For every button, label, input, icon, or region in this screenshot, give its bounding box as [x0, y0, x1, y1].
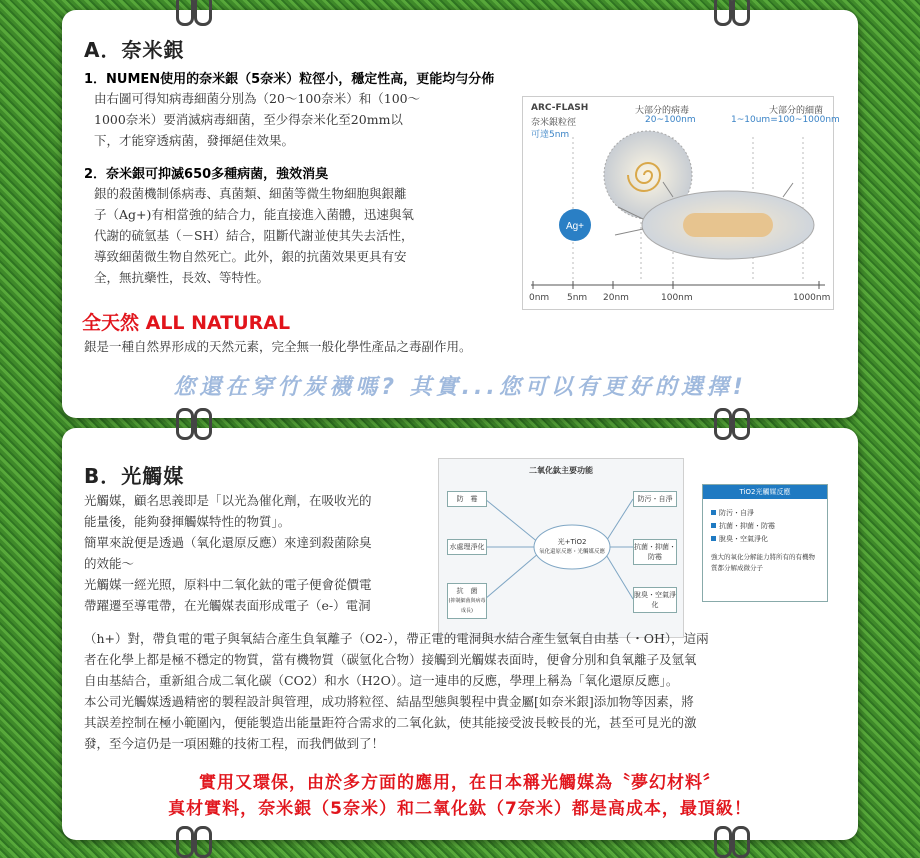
panel-note: 強大的氧化分解能力將所有的有機物質都分解成微分子 — [711, 553, 815, 572]
function-box: 抗 菌 (抑制細菌與病毒成長) — [447, 583, 487, 619]
binder-ring-icon — [176, 826, 194, 858]
scale-tick-label: 5nm — [567, 293, 588, 303]
binder-ring-icon — [176, 408, 194, 440]
slogan-banner: 您還在穿竹炭襪嗎? 其實...您可以有更好的選擇! — [173, 375, 747, 400]
binder-ring-icon — [194, 826, 212, 858]
diagram-title: 二氧化鈦主要功能 — [529, 466, 593, 475]
function-box: 防污・自淨 — [633, 491, 677, 507]
highlight-line: 真材實料，奈米銀（5奈米）和二氧化鈦（7奈米）都是高成本，最頂級！ — [168, 799, 752, 819]
binder-ring-icon — [714, 826, 732, 858]
binder-ring-icon — [176, 0, 194, 26]
binder-ring-icon — [732, 408, 750, 440]
binder-ring-icon — [194, 0, 212, 26]
section-title: A．奈米銀 — [84, 38, 185, 62]
section-card-photocatalyst — [62, 428, 858, 840]
point-heading: 2．奈米銀可抑滅650多種病菌，強效消臭 — [84, 167, 329, 182]
panel-item: 脫臭・空氣淨化 — [703, 533, 827, 546]
point-heading: 1．NUMEN使用的奈米銀（5奈米）粒徑小，穩定性高，更能均勻分佈 — [84, 72, 495, 87]
point-paragraph: 銀的殺菌機制係病毒、真菌類、細菌等微生物細胞與銀離 子（Ag+)有相當強的結合力，能直接進入菌體，迅速與氧 代謝的硫氫基（－SH）結合，阻斷代謝並使其失去活性， 導致細菌微生物自然死亡。此外，銀的抗菌效果更具有安 全，無抗藥性，長效、等特性。 — [94, 186, 414, 285]
panel-item: 抗菌・抑菌・防霉 — [703, 520, 827, 533]
panel-title: TiO2光觸媒反應 — [703, 485, 827, 499]
microbe-illustration-icon — [523, 97, 833, 309]
function-box: 脫臭・空氣淨化 — [633, 587, 677, 613]
function-box: 水處理淨化 — [447, 539, 487, 555]
scale-tick-label: 20nm — [603, 293, 629, 303]
function-box: 抗菌・抑菌・防霉 — [633, 539, 677, 565]
diagram-label: 可達5nm — [531, 130, 570, 140]
tio2-reaction-panel — [702, 484, 828, 602]
intro-paragraph: 光觸媒，顧名思義即是「以光為催化劑，在吸收光的 能量後，能夠發揮觸媒特性的物質」。 簡單來說便是透過（氧化還原反應）來達到殺菌除臭 的效能～ 光觸媒一經光照，原料中二氧化鈦的電子便會從價電 帶躍遷至導電帶，在光觸媒表面形成電子（e-）電洞 — [84, 493, 372, 613]
diagram-label: 20~100nm — [645, 115, 696, 125]
diagram-label: 奈米銀粒徑 — [531, 118, 577, 128]
binder-ring-icon — [732, 0, 750, 26]
section-title: B．光觸媒 — [84, 464, 185, 488]
svg-text:Ag+: Ag+ — [565, 221, 585, 232]
function-box: 防 霉 — [447, 491, 487, 507]
tio2-function-diagram — [438, 458, 684, 638]
binder-ring-icon — [714, 408, 732, 440]
panel-item: 防污・自淨 — [703, 507, 827, 520]
binder-ring-icon — [194, 408, 212, 440]
all-natural-text: 銀是一種自然界形成的天然元素，完全無一般化學性產品之毒副作用。 — [84, 339, 472, 354]
binder-ring-icon — [714, 0, 732, 26]
highlight-line: 實用又環保，由於多方面的應用，在日本稱光觸媒為〝夢幻材料〞 — [199, 773, 721, 793]
scale-tick-label: 0nm — [529, 293, 550, 303]
diagram-label: 1~10um=100~1000nm — [731, 115, 840, 125]
scale-tick-label: 100nm — [661, 293, 693, 303]
diagram-label: 大部分的細菌 — [769, 106, 824, 116]
all-natural-title: 全天然 ALL NATURAL — [82, 312, 291, 334]
diagram-label: 大部分的病毒 — [635, 106, 690, 116]
binder-ring-icon — [732, 826, 750, 858]
diagram-label: ARC-FLASH — [531, 103, 589, 113]
section-card-nano-silver — [62, 10, 858, 418]
body-paragraph: （h+）對，帶負電的電子與氧結合產生負氧離子（O2-），帶正電的電洞與水結合產生氫氧自由基（・OH），這兩 者在化學上都是極不穩定的物質，當有機物質（碳氫化合物）接觸到光觸媒表面時，便會分別和負氧離子及氫氧 自由基結合，重新組合成二氧化碳（CO2）和水（H2O）。這一連串的反應，學理上稱為「氧化還原反應」。 本公司光觸媒透過精密的製程設計與管理，成功將粒徑、結晶型態與製程中貴金屬[如奈米銀]添加物等因素，將 其誤差控制在極小範圍內，便能製造出能量距符合需求的二氧化鈦，使其能接受波長較長的光，甚至可見光的激 發，至今這仍是一項困難的技術工程，而我們做到了！ — [84, 631, 709, 751]
scale-tick-label: 1000nm — [793, 293, 831, 303]
particle-size-diagram — [522, 96, 840, 310]
center-reaction-label: 光+TiO2 氧化還原反應・光觸媒反應 — [538, 538, 605, 555]
point-paragraph: 由右圖可得知病毒細菌分別為（20～100奈米）和（100～ 1000奈米）要消滅病毒細菌，至少得奈米化至20mm以 下，才能穿透病菌，發揮絕佳效果。 — [94, 91, 421, 148]
